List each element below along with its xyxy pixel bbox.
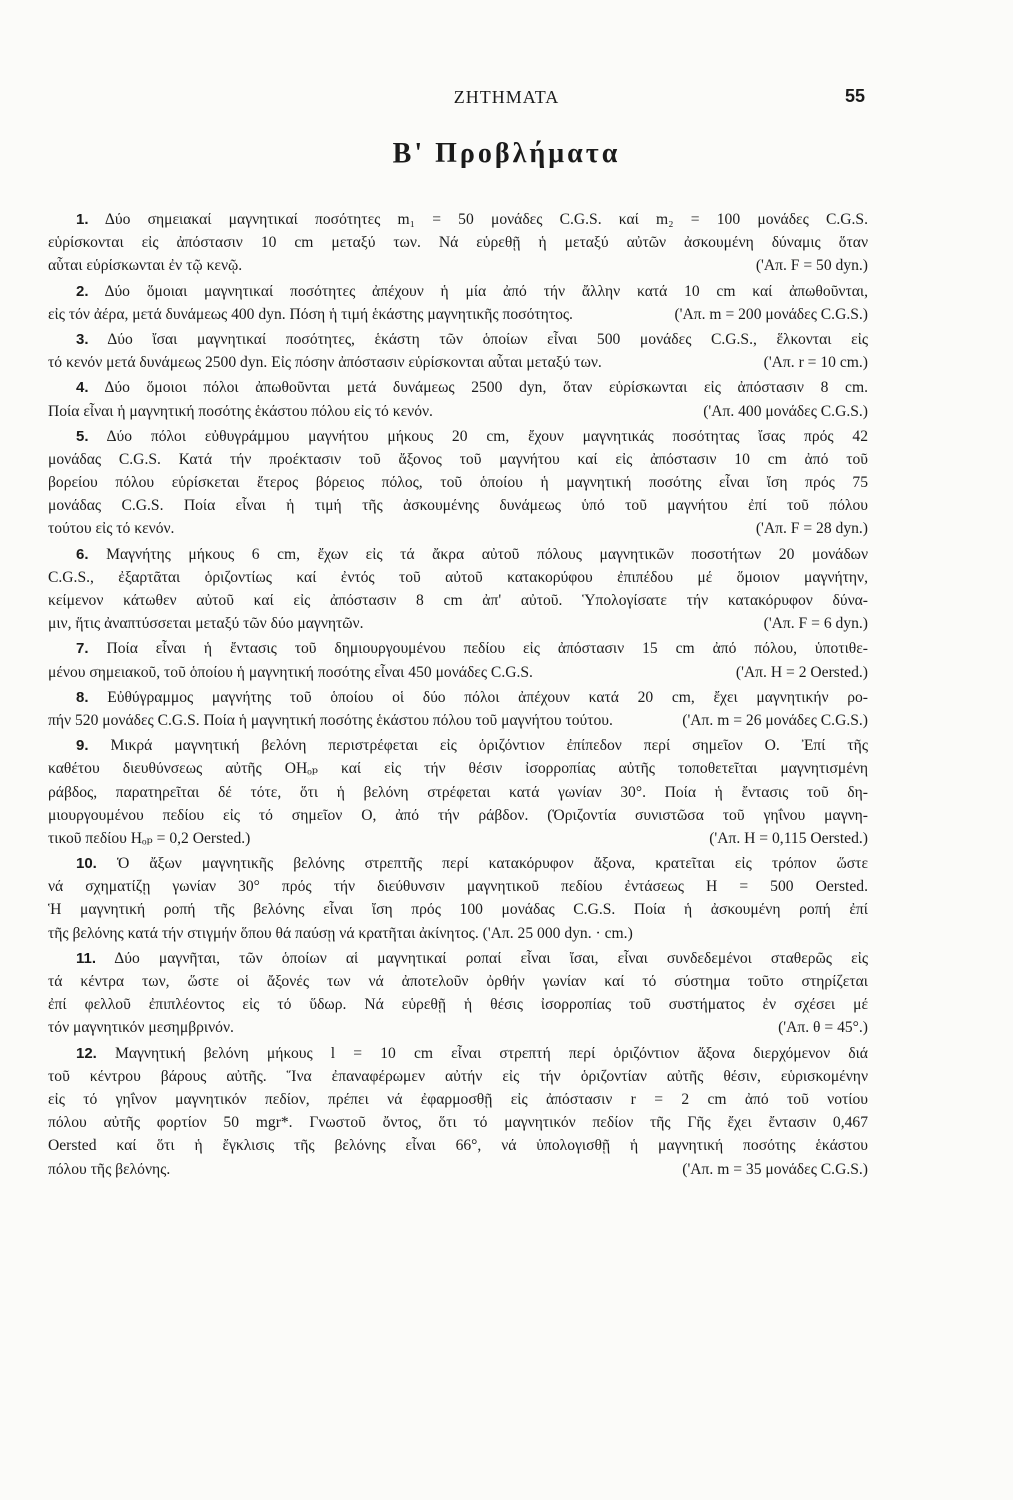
problem-text: τικοῦ πεδίου Hₒₚ = 0,2 Oersted.) [48, 829, 251, 847]
problem-line [48, 804, 868, 827]
problem-text: Δύο σημειακαί μαγνητικαί ποσότητες m₁ = 50 μονάδες C.G.S. καί m₂ = 100 μονάδες C.G.S. [104, 211, 868, 228]
problem-answer: ('Απ. H = 0,115 Oersted.) [709, 829, 868, 847]
problem-last-line [48, 709, 868, 732]
section-title: Β' Προβλήματα [392, 138, 621, 169]
problem-text: μιν, ἥτις ἀναπτύσσεται μεταξύ τῶν δύο μαγνητῶν. [48, 615, 364, 633]
problem-number: 5. [76, 427, 89, 445]
problem-text: Ποία εἶναι ἡ μαγνητική ποσότης ἑκάστου πόλου εἰς τό κενόν. [48, 402, 433, 420]
problem-last-line [48, 661, 868, 684]
problem-last-line [48, 254, 868, 277]
problem-line [48, 898, 868, 921]
problem-answer: ('Απ. r = 10 cm.) [763, 354, 868, 372]
problem-text: αὗται εὑρίσκωνται ἐν τῷ κενῷ. [48, 257, 243, 275]
problem-text: ράβδος, παρατηρεῖται δέ τότε, ὅτι ἡ βελόνη στρέφεται κατά γωνίαν 30°. Ποία ἡ ἔντασις τοῦ δη- [48, 783, 868, 801]
problem-number: 1. [76, 211, 89, 228]
problem-line [48, 425, 868, 448]
problem [48, 947, 868, 1040]
problem-text: ἐπί φελλοῦ ἐπιπλέοντος εἰς τό ὕδωρ. Νά εὑρεθῇ ἡ θέσις ἰσορροπίας τοῦ συστήματος ἐν σχέσει μέ [48, 996, 868, 1014]
problem-last-line [48, 517, 868, 540]
problem-text: μιουργουμένου πεδίου εἰς τό σημεῖον O, ἀπό τήν ράβδον. (Ὁριζοντία συνιστῶσα τοῦ γηΐνου μαγνη- [48, 806, 868, 824]
problem-text: Μαγνήτης μήκους 6 cm, ἔχων εἰς τά ἄκρα αὐτοῦ πόλους μαγνητικῶν ποσοτήτων 20 μονάδων [106, 545, 868, 563]
problem-answer: ('Απ. F = 28 dyn.) [755, 520, 868, 538]
problem-line [48, 852, 868, 875]
problem-line [48, 637, 868, 660]
problem-answer: ('Απ. 400 μονάδες C.G.S.) [703, 402, 868, 420]
problem-line [48, 1042, 868, 1065]
problem-line [48, 543, 868, 566]
problem-line [48, 1134, 868, 1157]
problem-line [48, 922, 868, 945]
problem-text: μονάδας C.G.S. Ποία εἶναι ἡ τιμή τῆς ἀσκουμένης δυνάμεως ὑπό τοῦ μαγνήτου ἐπί τοῦ πόλου [48, 497, 868, 515]
problem-line [48, 970, 868, 993]
problem-line [48, 494, 868, 517]
problem-answer: ('Απ. m = 35 μονάδες C.G.S.) [682, 1160, 868, 1178]
problem [48, 543, 868, 636]
problem-line [48, 280, 868, 303]
problem-line [48, 686, 868, 709]
running-title: ΖΗΤΗΜΑΤΑ [453, 87, 560, 107]
problem-number: 9. [76, 737, 89, 755]
problem-line [48, 875, 868, 898]
problem [48, 686, 868, 732]
problem-line [48, 566, 868, 589]
problem-line [48, 208, 868, 231]
problem [48, 852, 868, 945]
problem-line [48, 471, 868, 494]
problem-text: Δύο ἴσαι μαγνητικαί ποσότητες, ἑκάστη τῶν ὁποίων εἶναι 500 μονάδες C.G.S., ἕλκονται εἰς [107, 330, 868, 348]
problem-text: τῆς βελόνης κατά τήν στιγμήν ὅπου θά παύσῃ νά κρατῆται ἀκίνητος. ('Απ. 25 000 dyn. · cm.) [48, 924, 633, 942]
problem-line [48, 947, 868, 970]
problem-text: Ἡ μαγνητική ροπή τῆς βελόνης εἶναι ἴση πρός 100 μονάδας C.G.S. Ποία ἡ ἀσκουμένη ροπή ἐπί [48, 901, 868, 919]
problem-list [48, 208, 868, 1183]
problem-text: μένου σημειακοῦ, τοῦ ὁποίου ἡ μαγνητική ποσότης εἶναι 450 μονάδες C.G.S. [48, 663, 533, 681]
problem-text: κείμενον κάτωθεν αὐτοῦ καί εἰς ἀπόστασιν 8 cm ἀπ' αὐτοῦ. Ὑπολογίσατε τήν κατακόρυφον δύνα- [48, 592, 868, 609]
problem-text: καθέτου διευθύνσεως αὐτῆς OHₒₚ καί εἰς τήν θέσιν ἰσορροπίας αὐτῆς τοποθετεῖται μαγνητισμένη [48, 760, 868, 778]
problem-answer: ('Απ. F = 50 dyn.) [755, 257, 868, 275]
problem [48, 1042, 868, 1181]
problem-line [48, 781, 868, 804]
problem-text: Oersted καί ὅτι ἡ ἔγκλισις τῆς βελόνης εἶναι 66°, νά ὑπολογισθῇ ἡ μαγνητική ποσότης ἑκάστου [48, 1137, 868, 1155]
problem-answer: ('Απ. F = 6 dyn.) [763, 615, 868, 633]
page-number: 55 [845, 86, 866, 106]
problem-text: Εὐθύγραμμος μαγνήτης τοῦ ὁποίου οἱ δύο πόλοι ἀπέχουν κατά 20 cm, ἔχει μαγνητικήν ρο- [107, 688, 868, 706]
problem-number: 8. [76, 688, 89, 706]
problem [48, 637, 868, 683]
problem-text: Μαγνητική βελόνη μήκους l = 10 cm εἶναι στρεπτή περί ὁριζόντιον ἄξονα διερχόμενον διά [115, 1044, 868, 1062]
problem-text: τό κενόν μετά δυνάμεως 2500 dyn. Εἰς πόσην ἀπόστασιν εὑρίσκονται αὗται μεταξύ των. [48, 354, 602, 372]
problem-text: Δύο πόλοι εὐθυγράμμου μαγνήτου μήκους 20 cm, ἔχουν μαγνητικάς ποσότητας ἴσας πρός 42 [106, 427, 868, 445]
problem-text: πόλου τῆς βελόνης. [48, 1160, 171, 1178]
problem-last-line [48, 1016, 868, 1039]
problem [48, 280, 868, 326]
problem-line [48, 734, 868, 757]
problem-number: 12. [76, 1044, 97, 1062]
problem-number: 4. [76, 379, 89, 397]
problem-number: 2. [76, 282, 89, 300]
problem-line [48, 589, 868, 612]
problem-number: 10. [76, 855, 97, 873]
problem-number: 6. [76, 545, 89, 563]
problem-last-line [48, 612, 868, 635]
problem-text: πήν 520 μονάδες C.G.S. Ποία ἡ μαγνητική ποσότης ἑκάστου πόλου τοῦ μαγνήτου τούτου. [48, 711, 613, 729]
problem-number: 11. [76, 949, 97, 967]
problem-last-line [48, 1158, 868, 1181]
problem-line [48, 993, 868, 1016]
problem-text: εἰς τό γηΐνον μαγνητικόν πεδίον, πρέπει νά ἐφαρμοσθῇ εἰς ἀπόστασιν r = 2 cm ἀπό τοῦ νοτίου [48, 1090, 868, 1108]
problem-line [48, 1111, 868, 1134]
problem-text: εὑρίσκονται εἰς ἀπόστασιν 10 cm μεταξύ των. Νά εὑρεθῇ ἡ μεταξύ αὐτῶν ἀσκουμένη δύναμις ὅταν [48, 234, 868, 252]
problem-number: 7. [76, 640, 89, 658]
problem-text: τούτου εἰς τό κενόν. [48, 520, 175, 538]
problem-text: Δύο ὅμοιοι πόλοι ἀπωθοῦνται μετά δυνάμεως 2500 dyn, ὅταν εὑρίσκωνται εἰς ἀπόστασιν 8 cm. [104, 379, 868, 397]
problem [48, 376, 868, 422]
problem-number: 3. [76, 330, 89, 348]
problem-line [48, 1088, 868, 1111]
problem-answer: ('Απ. θ = 45°.) [778, 1019, 868, 1037]
problem [48, 734, 868, 850]
problem-text: τά κέντρα των, ὥστε οἱ ἄξονές των νά ἀποτελοῦν ὀρθήν γωνίαν καί τό σύστημα τοῦτο στηρίζεται [48, 973, 868, 990]
problem [48, 328, 868, 374]
problem-line [48, 376, 868, 399]
problem-answer: ('Απ. m = 200 μονάδες C.G.S.) [674, 305, 868, 323]
problem-text: μονάδας C.G.S. Κατά τήν προέκτασιν τοῦ ἄξονος τοῦ μαγνήτου καί εἰς ἀπόστασιν 10 cm ἀπό τοῦ [48, 450, 868, 468]
problem-text: Μικρά μαγνητική βελόνη περιστρέφεται εἰς ὁριζόντιον ἐπίπεδον περί σημεῖον O. Ἐπί τῆς [110, 737, 868, 755]
problem-line [48, 448, 868, 471]
problem-answer: ('Απ. m = 26 μονάδες C.G.S.) [682, 711, 868, 729]
problem-answer: ('Απ. H = 2 Oersted.) [735, 663, 868, 681]
problem-text: πόλου αὐτῆς φορτίον 50 mgr*. Γνωστοῦ ὄντος, ὅτι τό μαγνητικόν πεδίον τῆς Γῆς ἔχει ἔντασιν 0,467 [48, 1114, 868, 1132]
problem-text: Δύο μαγνῆται, τῶν ὁποίων αἱ μαγνητικαί ροπαί εἶναι ἴσαι, εἶναι συνδεδεμένοι σταθερῶς εἰς [114, 949, 868, 967]
problem-text: C.G.S., ἐξαρτᾶται ὁριζοντίως καί ἐντός τοῦ αὐτοῦ κατακορύφου ἐπιπέδου μέ ὅμοιον μαγνήτην, [48, 568, 868, 586]
problem [48, 208, 868, 278]
problem [48, 425, 868, 541]
problem-line [48, 328, 868, 351]
problem-last-line [48, 351, 868, 374]
problem-last-line [48, 400, 868, 423]
problem-text: Ὁ ἄξων μαγνητικῆς βελόνης στρεπτῆς περί κατακόρυφον ἄξονα, κρατεῖται εἰς τρόπον ὥστε [116, 855, 868, 873]
problem-text: τόν μαγνητικόν μεσημβρινόν. [48, 1019, 234, 1037]
problem-line [48, 1065, 868, 1088]
problem-line [48, 757, 868, 780]
problem-text: νά σχηματίζῃ γωνίαν 30° πρός τήν διεύθυνσιν μαγνητικοῦ πεδίου ἐντάσεως H = 500 Oersted. [48, 878, 868, 896]
problem-text: τοῦ κέντρου βάρους αὐτῆς. Ἵνα ἐπαναφέρωμεν αὐτήν εἰς τήν ὁριζοντίαν αὐτῆς θέσιν, εὑρισκομένην [48, 1067, 868, 1085]
problem-last-line [48, 303, 868, 326]
problem-last-line [48, 827, 868, 850]
problem-text: βορείου πόλου εὑρίσκεται ἕτερος βόρειος πόλος, τοῦ ὁποίου ἡ μαγνητική ποσότης εἶναι ἴση πρός 75 [48, 474, 868, 492]
problem-line [48, 231, 868, 254]
problem-text: Ποία εἶναι ἡ ἔντασις τοῦ δημιουργουμένου πεδίου εἰς ἀπόστασιν 15 cm ἀπό πόλου, ὑποτιθε- [106, 640, 868, 658]
problem-text: Δύο ὅμοιαι μαγνητικαί ποσότητες ἀπέχουν ἡ μία ἀπό τήν ἄλλην κατά 10 cm καί ἀπωθοῦνται, [104, 282, 868, 300]
problem-text: εἰς τόν ἀέρα, μετά δυνάμεως 400 dyn. Πόση ἡ τιμή ἑκάστης μαγνητικῆς ποσότητος. [48, 305, 573, 323]
